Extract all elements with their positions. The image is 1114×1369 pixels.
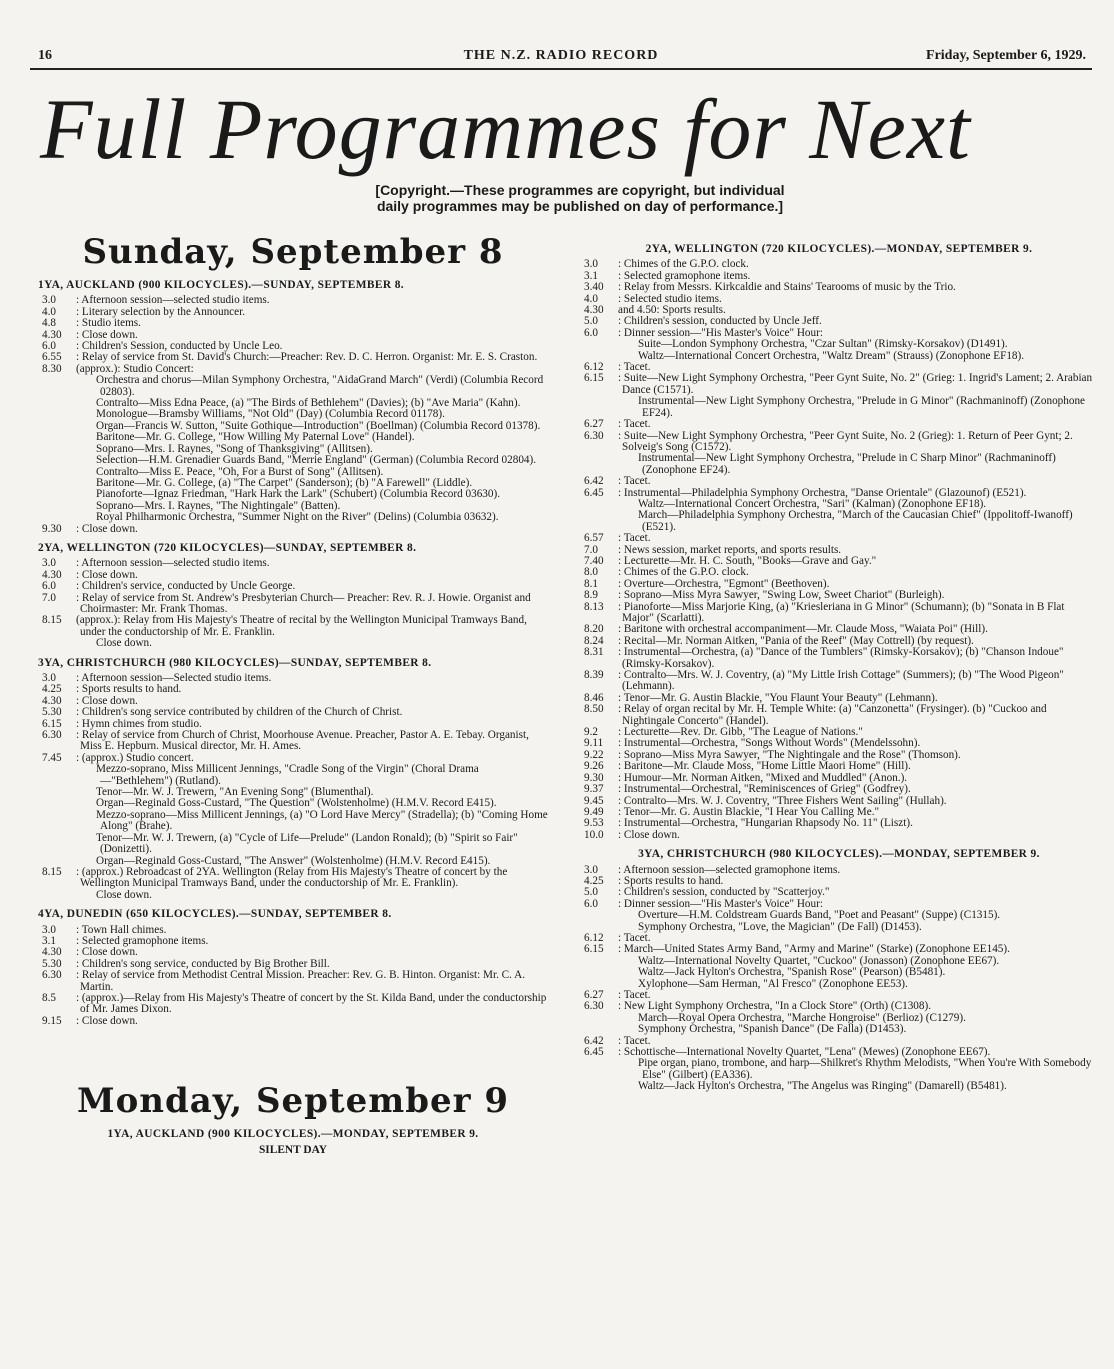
entry-time: 6.27 (584, 989, 604, 1001)
entry-text: Suite—London Symphony Orchestra, "Czar Sultan" (Rimsky-Korsakov) (D1491). (638, 338, 1008, 351)
programme-entry (38, 432, 548, 443)
entry-text: : Tacet. (618, 931, 651, 944)
entry-time: 8.15 (42, 614, 62, 627)
entry-text: : Children's session, conducted by "Scatterjoy." (618, 886, 830, 899)
entry-text: : Relay of service from Methodist Central Mission. Preacher: Rev. G. B. Hinton. Organist: Mr. C. A. Martin. (76, 969, 525, 993)
programme-entry (580, 830, 1098, 841)
entry-text: Waltz—Jack Hylton's Orchestra, "Spanish Rose" (Pearson) (B5481). (638, 966, 946, 979)
entry-text: : Relay of service from St. David's Church:—Preacher: Rev. D. C. Herron. Organist: Mr. E. S. Craston. (76, 351, 538, 364)
programme-entry (38, 581, 548, 592)
entry-time: 6.45 (584, 1046, 604, 1059)
entry-time: 6.0 (584, 897, 598, 910)
entry-text: : Selected studio items. (618, 292, 722, 305)
entry-text: : (approx.)—Relay from His Majesty's Theatre of concert by the St. Kilda Band, under the conductorship of Mr. James Dixon. (76, 991, 547, 1016)
entry-text: : Sports results to hand. (76, 683, 182, 696)
entry-text: Monologue—Bramsby Williams, "Not Old" (Day) (Columbia Record 01178). (96, 408, 445, 421)
entry-time: 9.49 (584, 805, 604, 818)
entry-time: 9.37 (584, 783, 604, 796)
entry-text: : Tenor—Mr. G. Austin Blackie, "You Flaunt Your Beauty" (Lehmann). (618, 691, 938, 704)
programme-entry (580, 1024, 1098, 1035)
programme-entry (38, 993, 548, 1016)
entry-text: Xylophone—Sam Herman, "Al Fresco" (Zonophone EE53). (638, 977, 908, 990)
entry-text: : Selected gramophone items. (76, 934, 209, 947)
entry-text: : Tacet. (618, 989, 651, 1001)
entry-text: Waltz—International Novelty Quartet, "Cuckoo" (Jonasson) (Zonophone EE67). (638, 954, 1000, 967)
entry-time: 9.45 (584, 794, 604, 807)
monday-stations (580, 244, 1098, 1093)
programme-entry (38, 810, 548, 833)
station-heading: 2YA, WELLINGTON (720 KILOCYCLES).—MONDAY, SEPTEMBER 9. (645, 243, 1033, 255)
entry-text: : Baritone with orchestral accompaniment—Mr. Claude Moss, "Waiata Poi" (Hill). (618, 623, 988, 636)
entry-text: : Town Hall chimes. (76, 923, 167, 936)
entry-text: Selection—H.M. Grenadier Guards Band, "Merrie England" (German) (Columbia Record 02804). (96, 454, 537, 467)
entry-text: : Tenor—Mr. G. Austin Blackie, "I Hear You Calling Me." (618, 805, 880, 818)
entry-time: 3.0 (584, 258, 598, 271)
entry-time: 3.1 (42, 934, 56, 947)
entry-text: : Close down. (76, 946, 138, 959)
entry-text: Organ—Reginald Goss-Custard, "The Answer" (Wolstenholme) (H.M.V. Record E415). (96, 854, 491, 867)
entry-text: : Pianoforte—Miss Marjorie King, (a) "Kriesleriana in G Minor" (Schumann); (b) "Sonata in B Flat Major" (Scarlatti). (618, 600, 1065, 624)
entry-time: 7.45 (42, 751, 62, 764)
entry-text: : Close down. (76, 568, 138, 581)
station-heading: 1YA, AUCKLAND (900 KILOCYCLES).—SUNDAY, SEPTEMBER 8. (38, 279, 405, 291)
page-header (30, 44, 1092, 68)
programme-entry (580, 761, 1098, 772)
entry-text: : Tacet. (618, 532, 651, 545)
programme-entry (580, 647, 1098, 670)
entry-time: 6.42 (584, 475, 604, 488)
programme-entry (580, 351, 1098, 362)
copyright-notice: [Copyright.—These programmes are copyright, but individual daily programmes may be published on day of performance.] (375, 182, 785, 214)
entry-text: Organ—Reginald Goss-Custard, "The Question" (Wolstenholme) (H.M.V. Record E415). (96, 797, 497, 810)
programme-entry (38, 318, 548, 329)
entry-text: : Lecturette—Rev. Dr. Gibb, "The League of Nations." (618, 726, 863, 739)
programme-entry (580, 419, 1098, 430)
entry-time: 4.30 (42, 328, 62, 341)
entry-text: : Lecturette—Mr. H. C. South, "Books—Grave and Gay." (618, 554, 877, 567)
sunday-stations (38, 280, 548, 1027)
entry-text: : Instrumental—Orchestral, "Reminiscences of Grieg" (Godfrey). (618, 783, 911, 796)
entry-time: 3.0 (42, 294, 56, 307)
right-column (580, 236, 1098, 1093)
entry-text: : Afternoon session—selected studio items. (76, 557, 270, 570)
programme-entry (580, 979, 1098, 990)
entry-time: 5.0 (584, 886, 598, 899)
entry-text: March—Royal Opera Orchestra, "Marche Hongroise" (Berlioz) (C1279). (638, 1011, 966, 1024)
entry-time: 4.25 (42, 683, 62, 696)
entry-text: : Suite—New Light Symphony Orchestra, "Peer Gynt Suite, No. 2 (Grieg): 1. Return of Peer Gynt; 2. Solveig's Song (C1572). (618, 429, 1073, 453)
entry-time: 9.22 (584, 748, 604, 761)
entry-text: : Humour—Mr. Norman Aitken, "Mixed and Muddled" (Anon.). (618, 771, 908, 784)
entry-time: 8.9 (584, 589, 598, 602)
entry-text: Baritone—Mr. G. College, "How Willing My Paternal Love" (Handel). (96, 431, 415, 444)
entry-time: 8.20 (584, 623, 604, 636)
entry-text: Soprano—Mrs. I. Raynes, "Song of Thanksgiving" (Allitsen). (96, 442, 373, 455)
entry-text: : Close down. (76, 328, 138, 341)
entry-text: : Instrumental—Philadelphia Symphony Orchestra, "Danse Orientale" (Glazounof) (E521). (618, 486, 1027, 499)
entry-time: 4.30 (42, 946, 62, 959)
entry-text: (approx.): Studio Concert: (76, 362, 194, 375)
entry-time: 8.1 (584, 577, 598, 590)
entry-time: 6.27 (584, 418, 604, 431)
entry-text: : Soprano—Miss Myra Sawyer, "The Nightingale and the Rose" (Thomson). (618, 748, 961, 761)
entry-time: 7.40 (584, 554, 604, 567)
entry-time: 3.1 (584, 269, 598, 282)
entry-text: : New Light Symphony Orchestra, "In a Clock Store" (Orth) (C1308). (618, 1000, 932, 1013)
entry-time: 9.2 (584, 726, 598, 739)
programme-entry (38, 970, 548, 993)
programme-entry (38, 524, 548, 535)
entry-time: 9.26 (584, 760, 604, 773)
entry-text: Symphony Orchestra, "Love, the Magician" (De Fall) (D1453). (638, 920, 922, 933)
entry-time: 4.30 (42, 694, 62, 707)
programme-entry (580, 670, 1098, 693)
programme-entry (580, 510, 1098, 533)
entry-text: : Close down. (76, 694, 138, 707)
entry-text: : Children's session, conducted by Uncle Jeff. (618, 315, 822, 328)
entry-time: 5.30 (42, 957, 62, 970)
programme-entry (580, 1081, 1098, 1092)
entry-time: 3.40 (584, 281, 604, 294)
entry-time: 7.0 (42, 591, 56, 604)
entry-time: 9.11 (584, 737, 604, 750)
entry-time: 6.12 (584, 931, 604, 944)
programme-entry (38, 375, 548, 398)
entry-text: : Recital—Mr. Norman Aitken, "Pania of the Reef" (May Cottrell) (by request). (618, 634, 974, 647)
masthead: THE N.Z. RADIO RECORD (463, 48, 659, 63)
entry-time: 7.0 (584, 543, 598, 556)
entry-time: 9.15 (42, 1014, 62, 1027)
programme-entry (38, 730, 548, 753)
station-heading: 3YA, CHRISTCHURCH (980 KILOCYCLES).—MONDAY, SEPTEMBER 9. (638, 848, 1040, 861)
entry-text: Pianoforte—Ignaz Friedman, "Hark Hark the Lark" (Schubert) (Columbia Record 03630). (96, 488, 500, 501)
programme-entry (580, 818, 1098, 829)
entry-text: : Relay of service from St. Andrew's Presbyterian Church— Preacher: Rev. R. J. Howie. Organist and Choirmaster: Mr. Frank Thomas. (76, 591, 531, 615)
entry-time: 5.0 (584, 315, 598, 328)
entry-text: Soprano—Mrs. I. Raynes, "The Nightingale" (Batten). (96, 499, 341, 512)
entry-time: 3.0 (42, 672, 56, 684)
entry-text: : Relay from Messrs. Kirkcaldie and Stains' Tearooms of music by the Trio. (618, 281, 956, 294)
entry-text: : Dinner session—"His Master's Voice" Hour: (618, 897, 823, 910)
entry-time: 4.0 (584, 292, 598, 305)
entry-text: : Selected gramophone items. (618, 269, 751, 282)
programme-entry (38, 764, 548, 787)
entry-text: : Instrumental—Orchestra, "Hungarian Rhapsody No. 11" (Liszt). (618, 817, 913, 830)
left-column (38, 232, 548, 1156)
programme-entry (38, 593, 548, 616)
entry-text: Waltz—Jack Hylton's Orchestra, "The Angelus was Ringing" (Damarell) (B5481). (638, 1080, 1007, 1093)
entry-text: : (approx.) Studio concert. (76, 751, 194, 764)
programme-entry (38, 615, 548, 638)
entry-text: Symphony Orchestra, "Spanish Dance" (De Falla) (D1453). (638, 1023, 907, 1036)
entry-time: 6.30 (42, 969, 62, 982)
entry-text: Contralto—Miss Edna Peace, (a) "The Birds of Bethlehem" (Davies); (b) "Ave Maria" (Kahn). (96, 397, 521, 410)
entry-text: : Close down. (76, 1014, 138, 1027)
entry-time: 6.42 (584, 1034, 604, 1047)
programme-entry (580, 704, 1098, 727)
entry-text: Overture—H.M. Coldstream Guards Band, "Poet and Peasant" (Suppe) (C1315). (638, 909, 1001, 922)
programme-entry (580, 590, 1098, 601)
entry-text: Waltz—International Concert Orchestra, "Sari" (Kalman) (Zonophone EF18). (638, 497, 987, 510)
entry-text: : Overture—Orchestra, "Egmont" (Beethoven). (618, 577, 830, 590)
entry-text: : Children's song service contributed by children of the Church of Christ. (76, 706, 403, 719)
entry-text: : Tacet. (618, 1034, 651, 1047)
entry-text: Royal Philharmonic Orchestra, "Summer Night on the River" (Delins) (Columbia 03632). (96, 511, 499, 524)
issue-date: Friday, September 6, 1929. (926, 48, 1086, 63)
entry-time: 6.0 (584, 326, 598, 339)
entry-text: (approx.): Relay from His Majesty's Theatre of recital by the Wellington Municipal Tramways Band, under the conductorship of Mr. E. Franklin. (76, 614, 527, 638)
entry-text: : Children's Session, conducted by Uncle Leo. (76, 340, 283, 353)
entry-text: : Afternoon session—Selected studio items. (76, 672, 272, 684)
entry-time: 8.13 (584, 600, 604, 613)
programme-entry (580, 476, 1098, 487)
entry-text: : News session, market reports, and sports results. (618, 543, 842, 556)
entry-time: 4.30 (42, 568, 62, 581)
entry-text: and 4.50: Sports results. (618, 304, 726, 317)
entry-text: Instrumental—New Light Symphony Orchestra, "Prelude in C Sharp Minor" (Rachmaninoff) (Zonophone EF24). (638, 452, 1056, 476)
entry-time: 3.0 (584, 863, 598, 876)
entry-time: 9.30 (584, 771, 604, 784)
entry-text: : Suite—New Light Symphony Orchestra, "Peer Gynt Suite, No. 2" (Grieg: 1. Ingrid's Lament; 2. Arabian Dance (C1571). (618, 372, 1093, 396)
entry-text: : Sports results to hand. (618, 874, 724, 887)
monday-heading: Monday, September 9 (76, 1081, 510, 1122)
entry-time: 6.30 (584, 429, 604, 442)
entry-text: : Close down. (618, 828, 680, 841)
entry-text: Pipe organ, piano, trombone, and harp—Shilkret's Rhythm Melodists, "When You're With Somebody Else" (Gilbert) (EA336). (638, 1057, 1092, 1081)
entry-text: Close down. (96, 637, 152, 650)
entry-text: : Close down. (76, 522, 138, 535)
programme-entry (38, 890, 548, 901)
entry-time: 6.0 (42, 580, 56, 593)
programme-entry (38, 512, 548, 523)
page-title: Full Programmes for Next (40, 81, 971, 177)
entry-time: 6.15 (584, 943, 604, 956)
programme-entry (580, 282, 1098, 293)
entry-text: : Tacet. (618, 361, 651, 374)
auckland-monday-heading: 1YA, AUCKLAND (900 KILOCYCLES).—MONDAY, SEPTEMBER 9. (107, 1128, 479, 1141)
entry-text: Baritone—Mr. G. College, (a) "The Carpet" (Sanderson); (b) "A Farewell" (Liddle). (96, 476, 473, 489)
entry-time: 6.12 (584, 361, 604, 374)
entry-time: 8.30 (42, 362, 62, 375)
entry-time: 4.25 (584, 874, 604, 887)
entry-text: Instrumental—New Light Symphony Orchestra, "Prelude in G Minor" (Rachmaninoff) (Zonophone EF24). (638, 395, 1086, 419)
entry-text: Close down. (96, 888, 152, 901)
entry-time: 3.0 (42, 923, 56, 936)
entry-text: : Chimes of the G.P.O. clock. (618, 566, 749, 579)
entry-text: : Studio items. (76, 317, 141, 330)
entry-text: : Baritone—Mr. Claude Moss, "Home Little Maori Home" (Hill). (618, 760, 911, 773)
programme-entry (580, 431, 1098, 454)
entry-time: 4.0 (42, 305, 56, 318)
entry-time: 8.15 (42, 865, 62, 878)
entry-text: : Tacet. (618, 475, 651, 488)
entry-text: : Relay of organ recital by Mr. H. Temple White: (a) "Canzonetta" (Frysinger). (b) "Cuckoo and Nightingale Concerto" (Handel). (618, 703, 1047, 727)
entry-text: : Instrumental—Orchestra, "Songs Without Words" (Mendelssohn). (618, 737, 921, 750)
entry-text: : Dinner session—"His Master's Voice" Hour: (618, 326, 823, 339)
programme-entry (580, 533, 1098, 544)
programme-entry (580, 396, 1098, 419)
entry-text: : Instrumental—Orchestra, (a) "Dance of the Tumblers" (Rimsky-Korsakov); (b) "Chanson Indoue" (Rimsky-Korsakov). (618, 646, 1064, 670)
entry-text: : Contralto—Mrs. W. J. Coventry, "Three Fishers Went Sailing" (Hullah). (618, 794, 947, 807)
sunday-heading: Sunday, September 8 (82, 232, 504, 272)
programme-entry (38, 489, 548, 500)
entry-time: 8.24 (584, 634, 604, 647)
entry-text: : Soprano—Miss Myra Sawyer, "Swing Low, Sweet Chariot" (Burleigh). (618, 589, 945, 602)
entry-text: March—Philadelphia Symphony Orchestra, "March of the Caucasian Chief" (Ippolitoff-Iwanoff) (E521). (638, 509, 1073, 533)
entry-time: 6.0 (42, 340, 56, 353)
entry-text: : (approx.) Rebroadcast of 2YA. Wellington (Relay from His Majesty's Theatre of concert by the Wellington Municipal Tramways Band, under the conductorship of Mr. E. Franklin). (76, 865, 508, 890)
entry-text: : Chimes of the G.P.O. clock. (618, 258, 749, 271)
entry-time: 5.30 (42, 706, 62, 719)
programme-entry (38, 455, 548, 466)
entry-time: 6.57 (584, 532, 604, 545)
programme-entry (38, 1016, 548, 1027)
entry-text: Tenor—Mr. W. J. Trewern, "An Evening Song" (Blumenthal). (96, 786, 374, 799)
programme-entry (580, 922, 1098, 933)
entry-text: : Afternoon session—selected gramophone items. (618, 863, 841, 876)
programme-entry (580, 339, 1098, 350)
entry-text: : Children's service, conducted by Uncle George. (76, 580, 296, 593)
entry-time: 8.31 (584, 646, 604, 659)
entry-text: Orchestra and chorus—Milan Symphony Orchestra, "AidaGrand March" (Verdi) (Columbia Record 02803). (96, 374, 544, 398)
entry-time: 6.30 (42, 729, 62, 742)
entry-text: : Tacet. (618, 418, 651, 431)
entry-time: 6.15 (42, 717, 62, 730)
entry-time: 9.30 (42, 522, 62, 535)
header-rule (30, 68, 1092, 70)
entry-text: Mezzo-soprano, Miss Millicent Jennings, "Cradle Song of the Virgin" (Choral Drama—"Bethlehem") (Rutland). (96, 763, 479, 787)
programme-entry (38, 707, 548, 718)
entry-time: 6.30 (584, 1000, 604, 1013)
entry-text: : Children's song service, conducted by Big Brother Bill. (76, 957, 330, 970)
station-heading: 2YA, WELLINGTON (720 KILOCYCLES)—SUNDAY, SEPTEMBER 8. (38, 541, 417, 554)
entry-time: 4.8 (42, 317, 56, 330)
programme-entry (38, 833, 548, 856)
entry-text: Tenor—Mr. W. J. Trewern, (a) "Cycle of Life—Prelude" (Landon Ronald); (b) "Spirit so Fair" (Donizetti). (96, 831, 518, 856)
entry-time: 6.55 (42, 351, 62, 364)
entry-time: 10.0 (584, 828, 604, 841)
entry-text: Organ—Francis W. Sutton, "Suite Gothique—Introduction" (Boellman) (Columbia Record 01378). (96, 419, 541, 432)
entry-time: 8.39 (584, 669, 604, 682)
entry-text: Waltz—International Concert Orchestra, "Waltz Dream" (Strauss) (Zonophone EF18). (638, 349, 1025, 362)
entry-time: 8.46 (584, 691, 604, 704)
entry-text: Mezzo-soprano—Miss Millicent Jennings, (a) "O Lord Have Mercy" (Stradella); (b) "Coming Home Along" (Brahe). (96, 808, 548, 833)
silent-day-note: SILENT DAY (258, 1143, 328, 1156)
programme-entry (580, 373, 1098, 396)
entry-time: 6.45 (584, 486, 604, 499)
entry-time: 6.15 (584, 372, 604, 385)
programme-entry (580, 453, 1098, 476)
entry-text: : March—United States Army Band, "Army and Marine" (Starke) (Zonophone EE145). (618, 943, 1010, 956)
station-heading: 3YA, CHRISTCHURCH (980 KILOCYCLES)—SUNDAY, SEPTEMBER 8. (38, 656, 432, 669)
programme-entry (580, 602, 1098, 625)
entry-text: : Afternoon session—selected studio items. (76, 294, 270, 307)
entry-text: Contralto—Miss E. Peace, "Oh, For a Burst of Song" (Allitsen). (96, 465, 384, 478)
entry-time: 8.5 (42, 991, 56, 1004)
programme-entry (38, 638, 548, 649)
entry-time: 3.0 (42, 557, 56, 570)
programme-entry (580, 967, 1098, 978)
entry-text: : Literary selection by the Announcer. (76, 305, 246, 318)
entry-time: 8.50 (584, 703, 604, 716)
entry-text: : Hymn chimes from studio. (76, 717, 202, 730)
entry-text: : Schottische—International Novelty Quartet, "Lena" (Mewes) (Zonophone EE67). (618, 1046, 991, 1059)
station-heading: 4YA, DUNEDIN (650 KILOCYCLES).—SUNDAY, SEPTEMBER 8. (38, 908, 392, 921)
entry-text: : Contralto—Mrs. W. J. Coventry, (a) "My Little Irish Cottage" (Summers); (b) "The Wood Pigeon" (Lehmann). (618, 669, 1064, 693)
programme-entry (580, 1058, 1098, 1081)
entry-time: 4.30 (584, 304, 604, 317)
programme-entry (580, 910, 1098, 921)
entry-text: : Relay of service from Church of Christ, Moorhouse Avenue. Preacher, Pastor A. E. Tebay. Organist, Miss E. Hepburn. Musical director, Mr. H. Ames. (76, 729, 529, 753)
page-number: 16 (38, 48, 52, 63)
entry-time: 8.0 (584, 566, 598, 579)
entry-time: 9.53 (584, 817, 604, 830)
programme-entry (38, 867, 548, 890)
programme-entry (580, 784, 1098, 795)
